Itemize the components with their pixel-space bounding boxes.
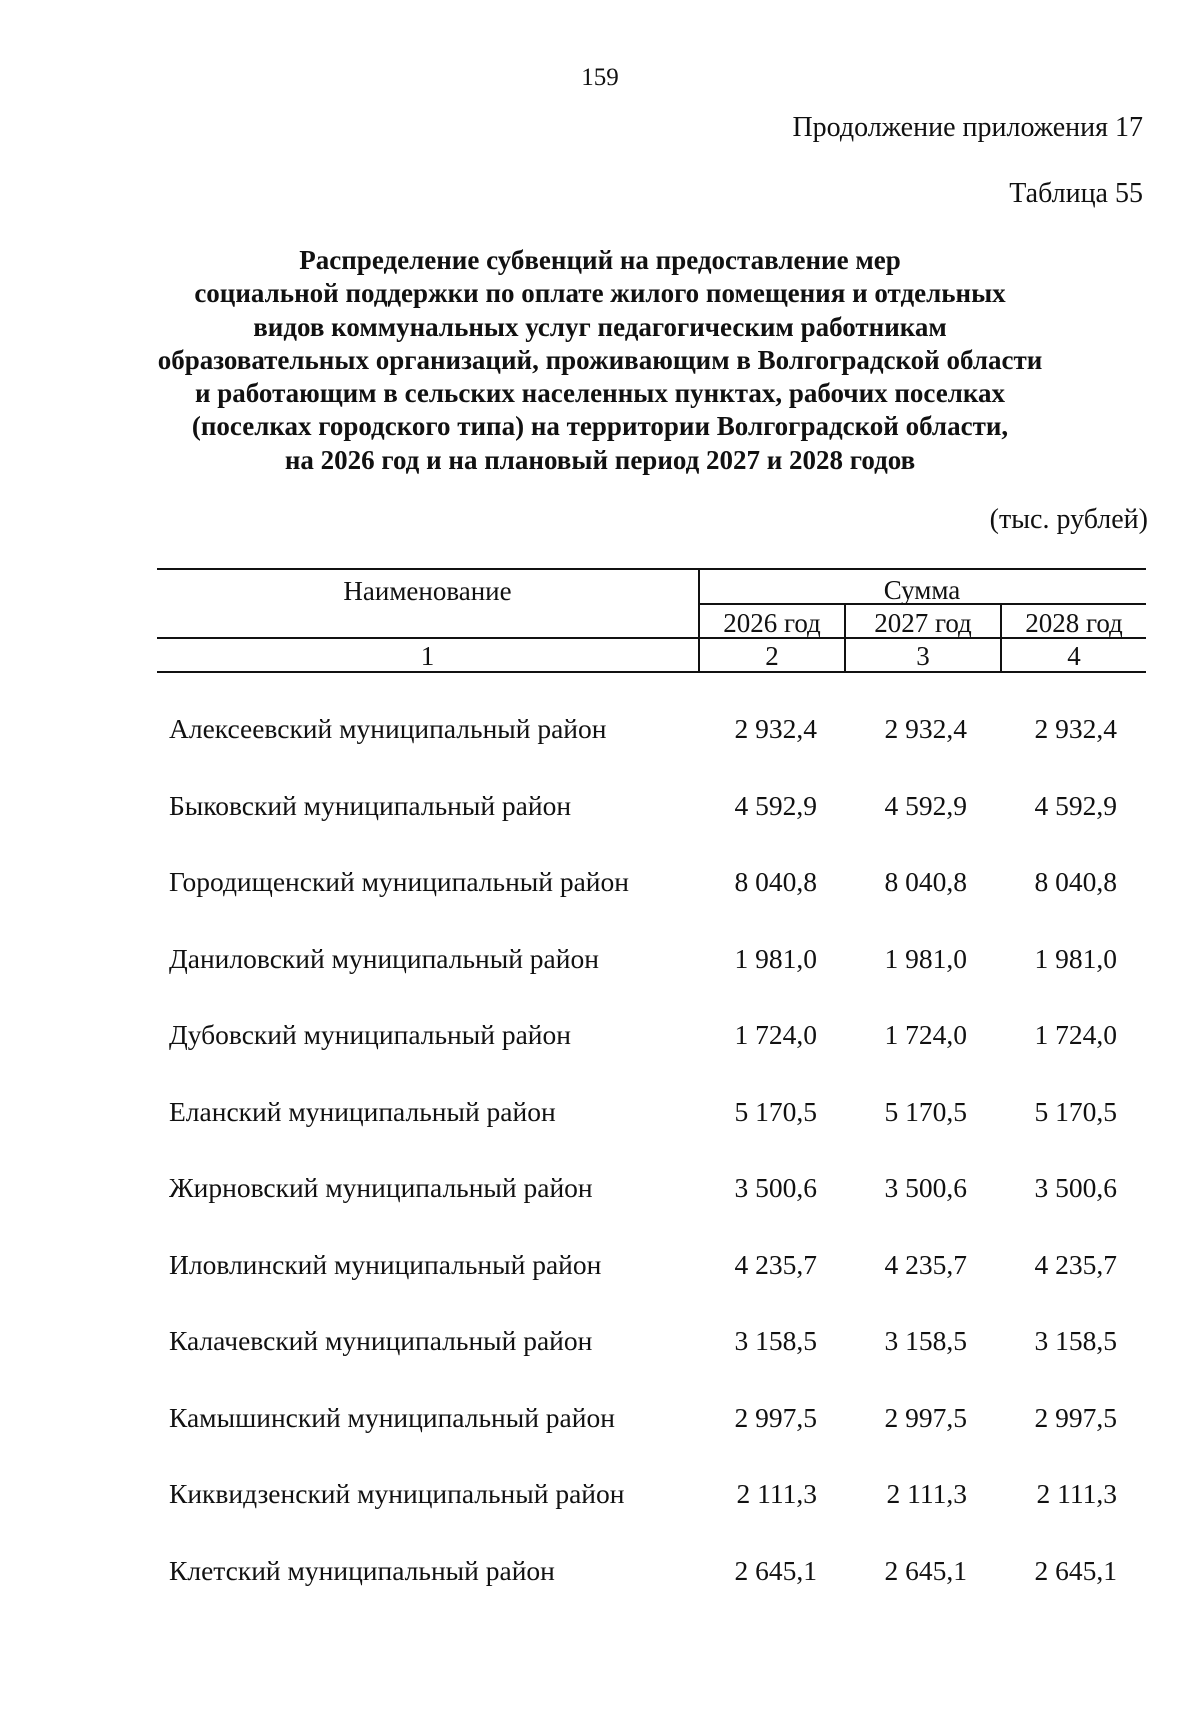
header-year-2028: 2028 год [1025,608,1123,638]
value-2027: 1 724,0 [884,1019,967,1050]
page-number: 159 [581,64,619,91]
row-name: Даниловский муниципальный район [169,942,599,974]
col-number-3: 3 [916,641,930,671]
row-name: Камышинский муниципальный район [169,1401,615,1433]
title-line: (поселках городского типа) на территории Волгоградской области, [191,411,1009,442]
col-number-2: 2 [765,641,779,671]
value-2028: 2 997,5 [1034,1401,1117,1433]
col-number-4: 4 [1067,641,1081,671]
table-row [0,1474,1200,1514]
title-line: и работающим в сельских населенных пунктах, рабочих поселках [194,378,1006,409]
value-2027: 8 040,8 [884,866,967,897]
table-row [0,1168,1200,1208]
row-name: Еланский муниципальный район [169,1095,556,1127]
table-header [157,568,1146,672]
row-name: Дубовский муниципальный район [169,1019,571,1050]
table-row [0,709,1200,749]
value-2027: 4 592,9 [884,789,967,821]
value-2026: 2 111,3 [736,1478,817,1509]
row-name: Быковский муниципальный район [169,789,572,821]
value-2027: 5 170,5 [884,1095,967,1127]
units-label: (тыс. рублей) [989,504,1148,535]
value-2027: 2 645,1 [884,1554,967,1586]
value-2027: 3 500,6 [884,1172,967,1203]
value-2028: 4 592,9 [1034,789,1117,821]
value-2027: 2 932,4 [884,713,967,744]
document-title [150,244,1050,477]
table-row [0,1245,1200,1285]
header-year-2026: 2026 год [723,608,821,638]
row-name: Жирновский муниципальный район [169,1172,593,1203]
table-row [0,939,1200,979]
value-2028: 5 170,5 [1034,1095,1117,1127]
row-name: Иловлинский муниципальный район [169,1248,602,1280]
value-2026: 2 932,4 [734,713,817,744]
table-row [0,786,1200,826]
value-2027: 2 997,5 [884,1401,967,1433]
value-2027: 4 235,7 [884,1248,967,1280]
col-number-1: 1 [420,641,435,671]
value-2026: 2 997,5 [734,1401,817,1433]
value-2026: 2 645,1 [734,1554,817,1586]
value-2028: 3 158,5 [1034,1325,1117,1356]
table-row [0,1092,1200,1132]
header-bottom-rule [157,671,1146,673]
row-name: Городищенский муниципальный район [169,866,629,897]
title-line: видов коммунальных услуг педагогическим работникам [253,311,947,342]
value-2028: 8 040,8 [1034,866,1117,897]
header-name: Наименование [343,576,512,606]
table-row [0,1321,1200,1361]
value-2027: 3 158,5 [884,1325,967,1356]
value-2028: 3 500,6 [1034,1172,1117,1203]
value-2026: 3 158,5 [734,1325,817,1356]
value-2026: 5 170,5 [734,1095,817,1127]
value-2026: 8 040,8 [734,866,817,897]
value-2028: 2 111,3 [1036,1478,1117,1509]
table-row [0,862,1200,902]
row-name: Клетский муниципальный район [169,1554,555,1586]
value-2026: 4 592,9 [734,789,817,821]
row-name: Калачевский муниципальный район [169,1325,593,1356]
value-2028: 1 981,0 [1034,942,1117,974]
value-2028: 2 645,1 [1034,1554,1117,1586]
value-2028: 2 932,4 [1034,713,1117,744]
table-row [0,1398,1200,1438]
value-2027: 1 981,0 [884,942,967,974]
value-2026: 4 235,7 [734,1248,817,1280]
value-2027: 2 111,3 [886,1478,967,1509]
value-2026: 1 981,0 [734,942,817,974]
row-name: Киквидзенский муниципальный район [169,1478,625,1509]
title-line: Распределение субвенций на предоставление мер [299,245,901,275]
title-line: образовательных организаций, проживающим в Волгоградской области [157,344,1043,375]
row-name: Алексеевский муниципальный район [169,713,607,744]
table-number: Таблица 55 [1009,178,1143,209]
appendix-note: Продолжение приложения 17 [792,112,1143,143]
value-2026: 1 724,0 [734,1019,817,1050]
table-row [0,1551,1200,1591]
header-sum: Сумма [883,575,961,605]
value-2026: 3 500,6 [734,1172,817,1203]
header-year-2027: 2027 год [874,608,972,638]
title-line: на 2026 год и на плановый период 2027 и 2028 годов [284,444,916,475]
table-row [0,1015,1200,1055]
value-2028: 4 235,7 [1034,1248,1117,1280]
header-top-rule [157,568,1146,570]
value-2028: 1 724,0 [1034,1019,1117,1050]
title-line: социальной поддержки по оплате жилого помещения и отдельных [194,278,1006,309]
